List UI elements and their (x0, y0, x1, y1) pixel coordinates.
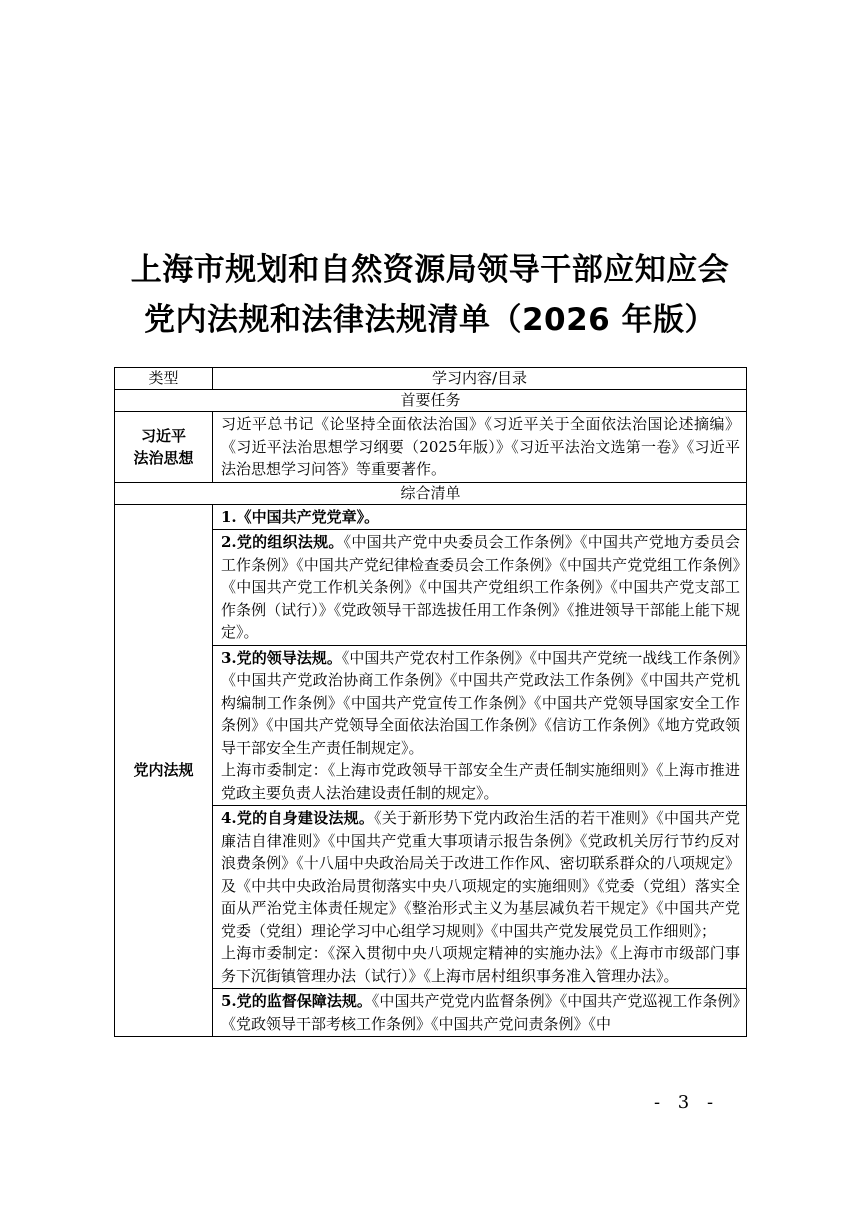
column-header-type: 类型 (115, 368, 213, 390)
item-head: 3.党的领导法规。 (221, 648, 342, 667)
section-primary-label: 首要任务 (115, 390, 747, 412)
table-row (115, 412, 747, 483)
list-item (213, 989, 747, 1037)
column-header-content: 学习内容/目录 (213, 368, 747, 390)
type-label-xi-line2: 法治思想 (133, 448, 194, 467)
type-cell-xi (115, 412, 213, 483)
item-head: 1.《中国共产党党章》。 (221, 507, 380, 526)
item-extra: 上海市委制定：《深入贯彻中央八项规定精神的实施办法》《上海市市级部门事务下沉街镇管理办法（试行）》《上海市居村组织事务准入管理办法》。 (221, 944, 740, 985)
table-row (115, 504, 747, 530)
type-label-xi-line1: 习近平 (140, 426, 186, 445)
item-head: 2.党的组织法规。 (221, 533, 344, 551)
list-item (213, 504, 747, 530)
content-xi: 习近平总书记《论坚持全面依法治国》《习近平关于全面依法治国论述摘编》《习近平法治思想学习纲要（2025年版）》《习近平法治文选第一卷》《习近平法治思想学习问答》等重要著作。 (213, 412, 747, 483)
section-row-primary (115, 390, 747, 412)
section-comprehensive-label: 综合清单 (115, 482, 747, 504)
list-item (213, 645, 747, 806)
list-item (213, 806, 747, 989)
list-item (213, 530, 747, 646)
section-row-comprehensive (115, 482, 747, 504)
document-title-line2: 党内法规和法律法规清单（2026 年版） (143, 302, 717, 338)
regulations-table (114, 367, 747, 1037)
item-body: 《中国共产党中央委员会工作条例》《中国共产党地方委员会工作条例》《中国共产党纪律检查委员会工作条例》《中国共产党党组工作条例》《中国共产党工作机关条例》《中国共产党组织工作条例》《中国共产党支部工作条例（试行）》《党政领导干部选拔任用工作条例》《推进领导干部能上能下规定》。 (221, 533, 740, 641)
item-body: 《中国共产党农村工作条例》《中国共产党统一战线工作条例》《中国共产党政治协商工作条例》《中国共产党政法工作条例》《中国共产党机构编制工作条例》《中国共产党宣传工作条例》《中国共产党领导国家安全工作条例》《中国共产党领导全面依法治国工作条例》《信访工作条例》《地方党政领导干部安全生产责任制规定》。 (221, 648, 740, 757)
item-head: 5.党的监督保障法规。 (221, 992, 372, 1010)
item-extra: 上海市委制定：《上海市党政领导干部安全生产责任制实施细则》《上海市推进党政主要负责人法治建设责任制的规定》。 (221, 761, 740, 802)
type-cell-party: 党内法规 (115, 504, 213, 1037)
item-head: 4.党的自身建设法规。 (221, 809, 375, 827)
table-header-row (115, 368, 747, 390)
item-body: 《关于新形势下党内政治生活的若干准则》《中国共产党廉洁自律准则》《中国共产党重大事项请示报告条例》《党政机关厉行节约反对浪费条例》《十八届中央政治局关于改进工作作风、密切联系群众的八项规定》及《中共中央政治局贯彻落实中央八项规定的实施细则》《党委（党组）落实全面从严治党主体责任规定》《整治形式主义为基层减负若干规定》《中国共产党党委（党组）理论学习中心组学习规则》《中国共产党发展党员工作细则》； (221, 809, 740, 940)
item-body: 《中国共产党党内监督条例》《中国共产党巡视工作条例》《党政领导干部考核工作条例》《中国共产党问责条例》《中 (221, 992, 740, 1033)
document-title-line1: 上海市规划和自然资源局领导干部应知应会 (130, 252, 730, 288)
page-number: - 3 - (654, 1092, 720, 1113)
